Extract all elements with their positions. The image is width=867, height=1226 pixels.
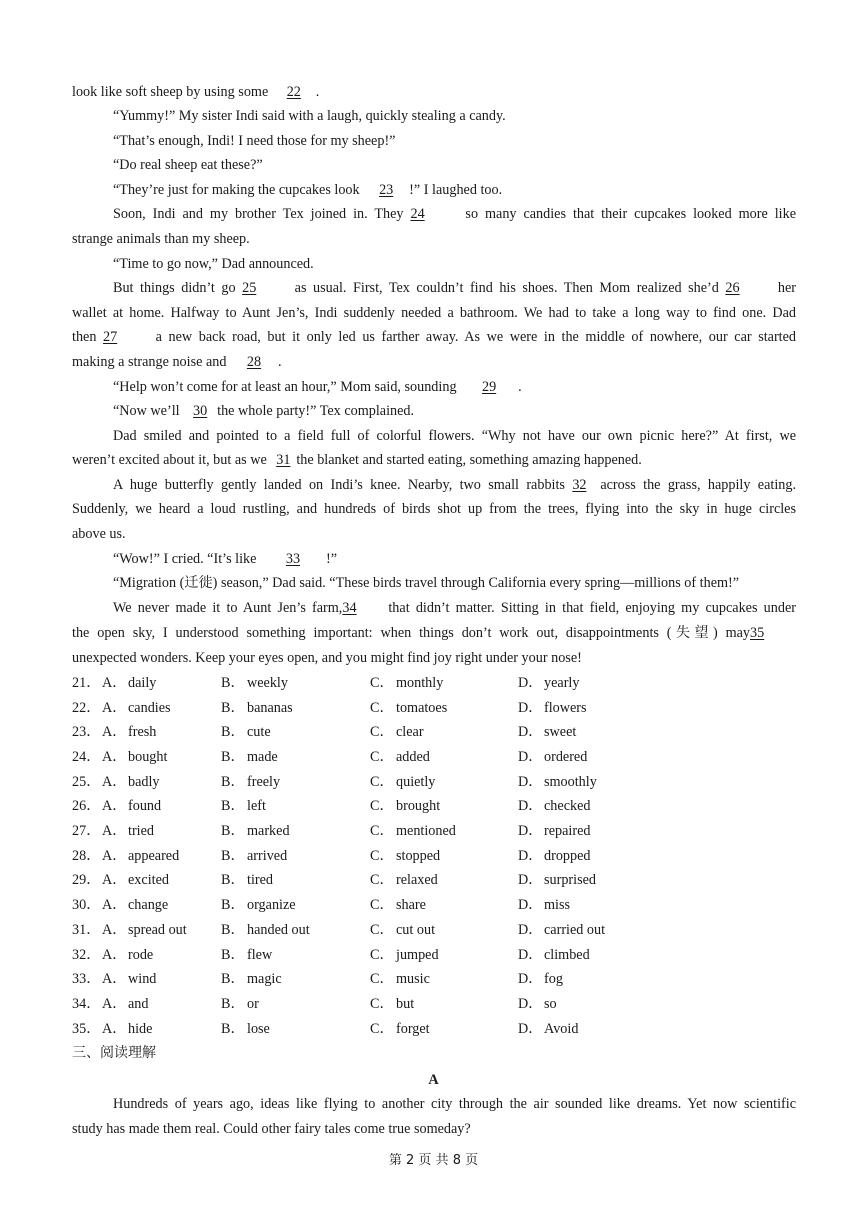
- passage-line: “That’s enough, Indi! I need those for my sheep!”: [113, 133, 396, 149]
- option-a: fresh: [128, 724, 157, 740]
- option-c: forget: [396, 1021, 430, 1037]
- passage-text: “Wow!” I cried. “It’s like: [113, 551, 257, 567]
- question-number: 35．: [72, 1021, 101, 1037]
- option-b: organize: [247, 897, 296, 913]
- option-c: share: [396, 897, 426, 913]
- question-number: 31．: [72, 922, 101, 938]
- option-letter-a: A．: [102, 774, 127, 790]
- option-d: smoothly: [544, 774, 597, 790]
- passage-line: “Time to go now,” Dad announced.: [113, 256, 314, 272]
- option-letter-c: C．: [370, 971, 394, 987]
- option-a: spread out: [128, 922, 187, 938]
- option-row: [72, 896, 796, 914]
- option-letter-c: C．: [370, 724, 394, 740]
- option-row: [72, 723, 796, 741]
- option-b: left: [247, 798, 266, 814]
- option-letter-b: B．: [221, 700, 245, 716]
- passage-line: [113, 205, 796, 223]
- question-number: 33．: [72, 971, 101, 987]
- option-letter-b: B．: [221, 971, 245, 987]
- passage-text: A huge butterfly gently landed on Indi’s knee. Nearby, two small rabbits: [113, 477, 565, 493]
- option-row: [72, 847, 796, 865]
- option-a: candies: [128, 700, 171, 716]
- passage-line: Suddenly, we heard a loud rustling, and hundreds of birds shot up from the trees, flying into the sky in huge circles: [72, 501, 796, 517]
- passage-text: the whole party!” Tex complained.: [217, 403, 415, 419]
- passage-text: “Help won’t come for at least an hour,” Mom said, sounding: [113, 379, 457, 395]
- option-letter-b: B．: [221, 724, 245, 740]
- option-letter-c: C．: [370, 897, 394, 913]
- option-c: brought: [396, 798, 441, 814]
- blank-23: 23: [379, 182, 394, 198]
- option-b: handed out: [247, 922, 310, 938]
- blank-27: 27: [103, 329, 118, 345]
- option-b: magic: [247, 971, 282, 987]
- option-letter-d: D．: [518, 749, 543, 765]
- option-row: [72, 1020, 796, 1038]
- option-letter-b: B．: [221, 774, 245, 790]
- option-letter-a: A．: [102, 1021, 127, 1037]
- passage-text: “Now we’ll: [113, 403, 180, 419]
- option-b: freely: [247, 774, 281, 790]
- option-letter-b: B．: [221, 675, 245, 691]
- question-number: 23．: [72, 724, 101, 740]
- option-a: hide: [128, 1021, 153, 1037]
- blank-33: 33: [285, 551, 301, 567]
- option-letter-d: D．: [518, 897, 543, 913]
- option-letter-a: A．: [102, 700, 127, 716]
- option-letter-c: C．: [370, 749, 394, 765]
- passage-line: [113, 550, 796, 568]
- blank-30: 30: [193, 403, 208, 419]
- question-number: 34．: [72, 996, 101, 1012]
- option-row: [72, 773, 796, 791]
- passage-text: !” I laughed too.: [409, 182, 503, 198]
- passage-line: strange animals than my sheep.: [72, 231, 250, 247]
- passage-text: as usual. First, Tex couldn’t find his shoes. Then Mom realized she’d: [294, 280, 719, 296]
- option-letter-a: A．: [102, 922, 127, 938]
- option-letter-d: D．: [518, 724, 543, 740]
- option-letter-c: C．: [370, 823, 394, 839]
- passage-text: weren’t excited about it, but as we: [72, 452, 267, 468]
- option-letter-b: B．: [221, 798, 245, 814]
- passage-text: But things didn’t go: [113, 280, 236, 296]
- option-a: found: [128, 798, 162, 814]
- passage-line: unexpected wonders. Keep your eyes open, and you might find joy right under your nose!: [72, 650, 582, 666]
- option-row: [72, 674, 796, 692]
- question-number: 27．: [72, 823, 101, 839]
- option-letter-d: D．: [518, 872, 543, 888]
- option-letter-a: A．: [102, 971, 127, 987]
- option-d: carried out: [544, 922, 606, 938]
- option-letter-a: A．: [102, 848, 127, 864]
- option-row: [72, 995, 796, 1013]
- option-c: stopped: [396, 848, 441, 864]
- question-number: 24．: [72, 749, 101, 765]
- option-b: bananas: [247, 700, 293, 716]
- option-c: jumped: [396, 947, 439, 963]
- passage-text: a new back road, but it only led us farther away. As we were in the middle of nowhere, our car started: [155, 329, 797, 345]
- option-letter-c: C．: [370, 922, 394, 938]
- option-row: [72, 822, 796, 840]
- option-b: lose: [247, 1021, 270, 1037]
- option-a: excited: [128, 872, 169, 888]
- option-b: cute: [247, 724, 271, 740]
- option-d: Avoid: [544, 1021, 579, 1037]
- option-letter-a: A．: [102, 897, 127, 913]
- option-letter-d: D．: [518, 675, 543, 691]
- blank-26: 26: [725, 280, 740, 296]
- option-letter-a: A．: [102, 724, 127, 740]
- option-b: made: [247, 749, 278, 765]
- option-letter-b: B．: [221, 897, 245, 913]
- passage-text: .: [278, 354, 282, 370]
- passage-line: [72, 353, 796, 371]
- passage-text: !”: [325, 551, 338, 567]
- option-letter-d: D．: [518, 798, 543, 814]
- option-d: ordered: [544, 749, 588, 765]
- option-a: tried: [128, 823, 154, 839]
- question-number: 22．: [72, 700, 101, 716]
- option-a: daily: [128, 675, 157, 691]
- option-a: badly: [128, 774, 160, 790]
- option-a: and: [128, 996, 149, 1012]
- passage-line: [113, 402, 796, 420]
- option-a: rode: [128, 947, 154, 963]
- option-c: added: [396, 749, 430, 765]
- option-a: change: [128, 897, 169, 913]
- option-c: cut out: [396, 922, 436, 938]
- passage-line: [72, 328, 796, 346]
- option-c: relaxed: [396, 872, 438, 888]
- option-letter-b: B．: [221, 947, 245, 963]
- option-row: [72, 921, 796, 939]
- option-letter-d: D．: [518, 971, 543, 987]
- passage-title: A: [428, 1072, 439, 1088]
- option-letter-c: C．: [370, 1021, 394, 1037]
- option-letter-d: D．: [518, 1021, 543, 1037]
- question-number: 25．: [72, 774, 101, 790]
- option-a: wind: [128, 971, 157, 987]
- reading-line: Hundreds of years ago, ideas like flying to another city through the air sounded like dreams. Yet now scientific: [113, 1096, 796, 1112]
- blank-34: 34: [342, 600, 357, 616]
- option-row: [72, 946, 796, 964]
- option-b: flew: [247, 947, 273, 963]
- option-letter-d: D．: [518, 823, 543, 839]
- option-letter-b: B．: [221, 996, 245, 1012]
- passage-line: [72, 451, 796, 469]
- passage-line: [113, 181, 796, 199]
- option-row: [72, 970, 796, 988]
- question-number: 30．: [72, 897, 101, 913]
- page-footer: 第 2 页 共 8 页: [388, 1153, 479, 1168]
- option-letter-d: D．: [518, 922, 543, 938]
- option-letter-c: C．: [370, 798, 394, 814]
- passage-line: wallet at home. Halfway to Aunt Jen’s, Indi suddenly needed a bathroom. We had to take a long way to find one. Dad: [72, 305, 796, 321]
- option-b: arrived: [247, 848, 288, 864]
- passage-line: [113, 279, 796, 297]
- option-row: [72, 748, 796, 766]
- option-letter-c: C．: [370, 675, 394, 691]
- option-letter-c: C．: [370, 872, 394, 888]
- option-a: appeared: [128, 848, 180, 864]
- blank-32: 32: [572, 477, 587, 493]
- option-c: tomatoes: [396, 700, 448, 716]
- option-c: music: [396, 971, 430, 987]
- passage-text: look like soft sheep by using some: [72, 84, 269, 100]
- passage-text: so many candies that their cupcakes looked more like: [465, 206, 797, 222]
- passage-line: above us.: [72, 526, 126, 542]
- option-b: or: [247, 996, 259, 1012]
- option-letter-d: D．: [518, 947, 543, 963]
- option-letter-b: B．: [221, 749, 245, 765]
- section-heading: 三、阅读理解: [72, 1045, 156, 1061]
- blank-22: 22: [286, 84, 301, 100]
- option-letter-d: D．: [518, 848, 543, 864]
- option-letter-c: C．: [370, 700, 394, 716]
- passage-line: “Migration (迁徙) season,” Dad said. “These birds travel through California every spring—millions of them!”: [113, 575, 740, 591]
- option-c: quietly: [396, 774, 436, 790]
- passage-line: “Yummy!” My sister Indi said with a laugh, quickly stealing a candy.: [113, 108, 506, 124]
- reading-line: study has made them real. Could other fairy tales come true someday?: [72, 1121, 471, 1137]
- option-d: yearly: [544, 675, 580, 691]
- passage-line: “Do real sheep eat these?”: [113, 157, 263, 173]
- option-letter-c: C．: [370, 996, 394, 1012]
- option-letter-d: D．: [518, 996, 543, 1012]
- blank-31: 31: [276, 452, 291, 468]
- passage-line: [72, 624, 796, 642]
- option-letter-c: C．: [370, 774, 394, 790]
- option-d: repaired: [544, 823, 591, 839]
- option-c: but: [396, 996, 415, 1012]
- passage-line: [113, 476, 796, 494]
- blank-25: 25: [242, 280, 257, 296]
- option-letter-a: A．: [102, 675, 127, 691]
- option-letter-b: B．: [221, 922, 245, 938]
- option-b: tired: [247, 872, 273, 888]
- option-letter-a: A．: [102, 749, 127, 765]
- option-b: marked: [247, 823, 290, 839]
- passage-text: that didn’t matter. Sitting in that field, enjoying my cupcakes under: [388, 600, 796, 616]
- option-d: surprised: [544, 872, 597, 888]
- option-d: flowers: [544, 700, 587, 716]
- blank-35: 35: [750, 625, 765, 641]
- option-d: so: [544, 996, 557, 1012]
- passage-text: Soon, Indi and my brother Tex joined in. They: [113, 206, 404, 222]
- blank-29: 29: [482, 379, 497, 395]
- passage-text: .: [518, 379, 522, 395]
- blank-28: 28: [246, 354, 262, 370]
- blank-24: 24: [410, 206, 425, 222]
- passage-text: making a strange noise and: [72, 354, 227, 370]
- passage-text: .: [315, 84, 320, 100]
- question-number: 28．: [72, 848, 101, 864]
- option-d: checked: [544, 798, 591, 814]
- passage-text: then: [72, 329, 97, 345]
- option-d: sweet: [544, 724, 577, 740]
- passage-text: across the grass, happily eating.: [600, 477, 797, 493]
- option-letter-a: A．: [102, 872, 127, 888]
- option-c: clear: [396, 724, 424, 740]
- question-number: 29．: [72, 872, 101, 888]
- passage-text: “They’re just for making the cupcakes look: [113, 182, 360, 198]
- option-letter-a: A．: [102, 798, 127, 814]
- option-letter-b: B．: [221, 823, 245, 839]
- option-c: mentioned: [396, 823, 456, 839]
- passage-line: [113, 599, 796, 617]
- question-number: 26．: [72, 798, 101, 814]
- option-d: fog: [544, 971, 563, 987]
- option-letter-b: B．: [221, 872, 245, 888]
- option-d: dropped: [544, 848, 591, 864]
- passage-text: her: [777, 280, 797, 296]
- option-row: [72, 797, 796, 815]
- passage-line: [72, 83, 796, 101]
- option-d: climbed: [544, 947, 590, 963]
- option-c: monthly: [396, 675, 444, 691]
- option-letter-c: C．: [370, 947, 394, 963]
- option-row: [72, 699, 796, 717]
- option-letter-a: A．: [102, 996, 127, 1012]
- option-letter-d: D．: [518, 700, 543, 716]
- passage-text: the blanket and started eating, something amazing happened.: [296, 452, 642, 468]
- option-letter-c: C．: [370, 848, 394, 864]
- option-letter-d: D．: [518, 774, 543, 790]
- option-row: [72, 871, 796, 889]
- option-a: bought: [128, 749, 168, 765]
- option-letter-b: B．: [221, 848, 245, 864]
- option-letter-a: A．: [102, 947, 127, 963]
- option-letter-a: A．: [102, 823, 127, 839]
- passage-text: We never made it to Aunt Jen’s farm,: [113, 600, 343, 616]
- passage-line: Dad smiled and pointed to a field full of colorful flowers. “Why not have our own picnic here?” At first, we: [113, 428, 796, 444]
- question-number: 32．: [72, 947, 101, 963]
- passage-line: [113, 378, 796, 396]
- option-letter-b: B．: [221, 1021, 245, 1037]
- option-b: weekly: [247, 675, 288, 691]
- option-d: miss: [544, 897, 571, 913]
- passage-text: the open sky, I understood something important: when things don’t work out, disappointments (失望) may: [72, 625, 750, 641]
- question-number: 21．: [72, 675, 101, 691]
